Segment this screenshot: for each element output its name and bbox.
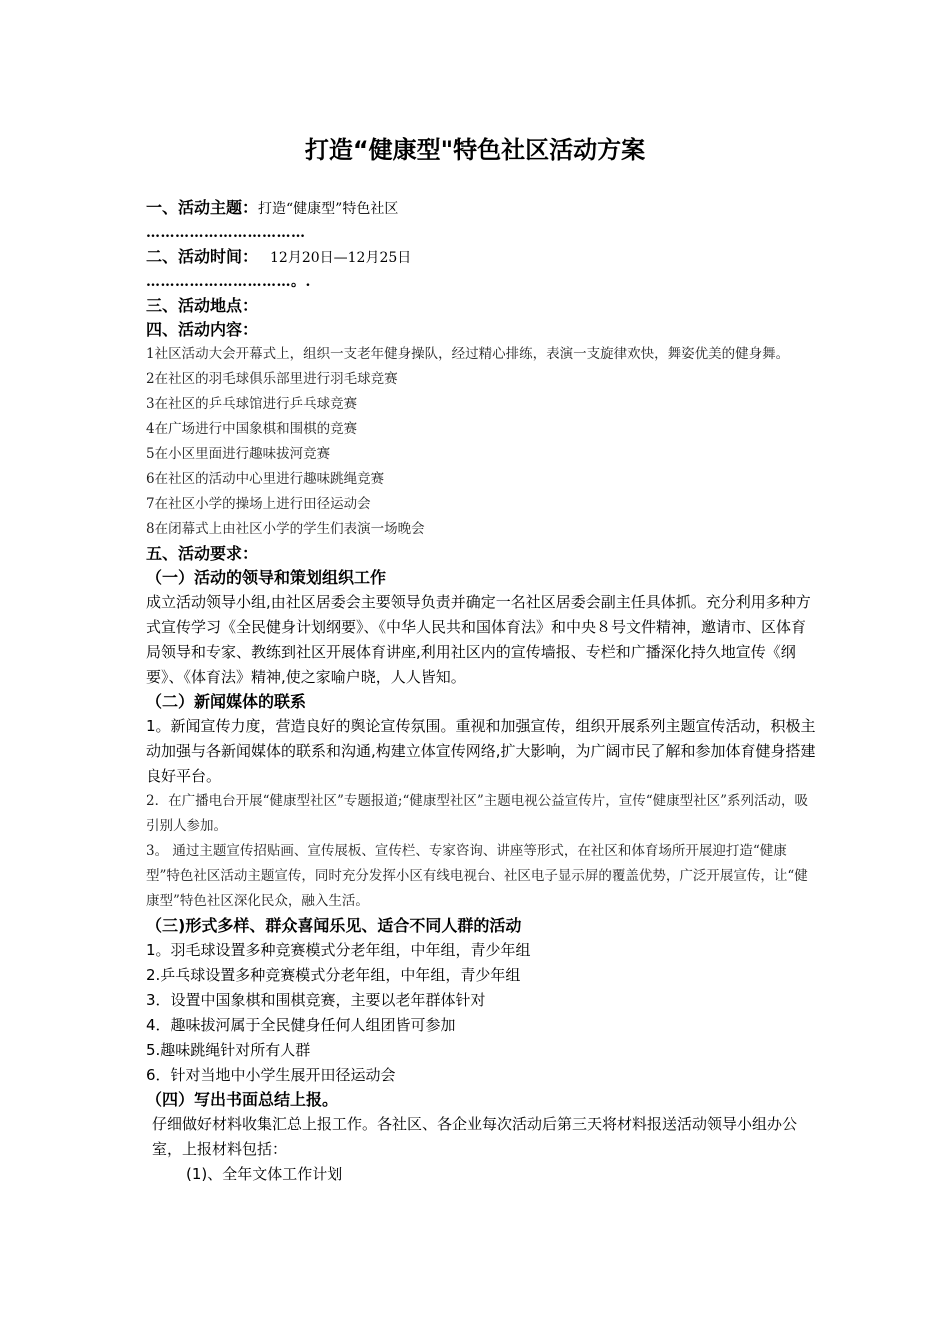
- subsection-activities-label: （三)形式多样、群众喜闻乐见、适合不同人群的活动: [146, 916, 522, 935]
- activity-item: 5.趣味跳绳针对所有人群: [146, 1041, 311, 1059]
- activity-item: 4．趣味拔河属于全民健身任何人组团皆可参加: [146, 1016, 456, 1034]
- section-time-value: 12月20日—12月25日: [270, 250, 412, 266]
- section-theme: [146, 196, 818, 221]
- subsection-media-label: （二）新闻媒体的联系: [146, 692, 307, 711]
- content-item: 3在社区的乒乓球馆进行乒乓球竞赛: [146, 396, 358, 412]
- dot-leader: ……………………………: [146, 225, 306, 241]
- section-content-label: 四、活动内容：: [146, 320, 259, 339]
- activity-item: 6．针对当地中小学生展开田径运动会: [146, 1066, 396, 1084]
- content-item: 8在闭幕式上由社区小学的学生们表演一场晚会: [146, 521, 425, 537]
- media-paragraph: 2．在广播电台开展“健康型社区”专题报道;“健康型社区”主题电视公益宣传片，宣传“健康型社区”系列活动，吸引别人参加。: [146, 793, 809, 834]
- activity-item: 1。羽毛球设置多种竞赛模式分老年组，中年组，青少年组: [146, 941, 531, 959]
- content-item: 7在社区小学的操场上进行田径运动会: [146, 496, 371, 512]
- section-place-label: 三、活动地点：: [146, 296, 259, 315]
- report-item: (1)、全年文体工作计划: [186, 1165, 343, 1183]
- subsection-leadership-label: （一）活动的领导和策划组织工作: [146, 568, 387, 587]
- content-item: 4在广场进行中国象棋和围棋的竞赛: [146, 421, 358, 437]
- content-item: 1社区活动大会开幕式上，组织一支老年健身操队，经过精心排练，表演一支旋律欢快，舞姿优美的健身舞。: [146, 346, 790, 362]
- dot-leader: …………………………。.: [146, 274, 311, 290]
- section-time: [146, 245, 818, 270]
- section-theme-value: 打造“健康型”特色社区: [258, 201, 399, 217]
- activity-item: 2.乒乓球设置多种竞赛模式分老年组，中年组，青少年组: [146, 966, 521, 984]
- section-theme-label: 一、活动主题：: [146, 198, 259, 217]
- report-text: 仔细做好材料收集汇总上报工作。各社区、各企业每次活动后第三天将材料报送活动领导小组办公室，上报材料包括：: [152, 1115, 798, 1158]
- content-item: 6在社区的活动中心里进行趣味跳绳竞赛: [146, 471, 385, 487]
- section-time-label: 二、活动时间：: [146, 247, 259, 266]
- document-title: 打造“健康型"特色社区活动方案: [304, 136, 646, 164]
- content-item: 2在社区的羽毛球俱乐部里进行羽毛球竞赛: [146, 371, 398, 387]
- document-body: [146, 196, 818, 1187]
- media-paragraph: 3。 通过主题宣传招贴画、宣传展板、宣传栏、专家咨询、讲座等形式，在社区和体育场所开展迎打造“健康型”特色社区活动主题宣传，同时充分发挥小区有线电视台、社区电子显示屏的覆盖优势，广泛开展宣传，让“健康型”特色社区深化民众，融入生活。: [146, 843, 808, 909]
- subsection-report-label: （四）写出书面总结上报。: [146, 1090, 339, 1109]
- media-paragraph: 1。新闻宣传力度，营造良好的舆论宣传氛围。重视和加强宣传，组织开展系列主题宣传活动，积极主动加强与各新闻媒体的联系和沟通,构建立体宣传网络,扩大影响，为广阔市民了解和参加体育健身搭建良好平台。: [146, 717, 816, 785]
- section-requirements-label: 五、活动要求：: [146, 544, 259, 563]
- subsection-leadership-text: 成立活动领导小组,由社区居委会主要领导负责并确定一名社区居委会副主任具体抓。充分利用多种方式宣传学习《全民健身计划纲要》、《中华人民共和国体育法》和中央８号文件精神，邀请市、区体育局领导和专家、教练到社区开展体育讲座,利用社区内的宣传墙报、专栏和广播深化持久地宣传《纲要》、《体育法》精神,使之家喻户晓，人人皆知。: [146, 593, 811, 686]
- content-item: 5在小区里面进行趣味拔河竞赛: [146, 446, 331, 462]
- activity-item: 3．设置中国象棋和围棋竞赛，主要以老年群体针对: [146, 991, 486, 1009]
